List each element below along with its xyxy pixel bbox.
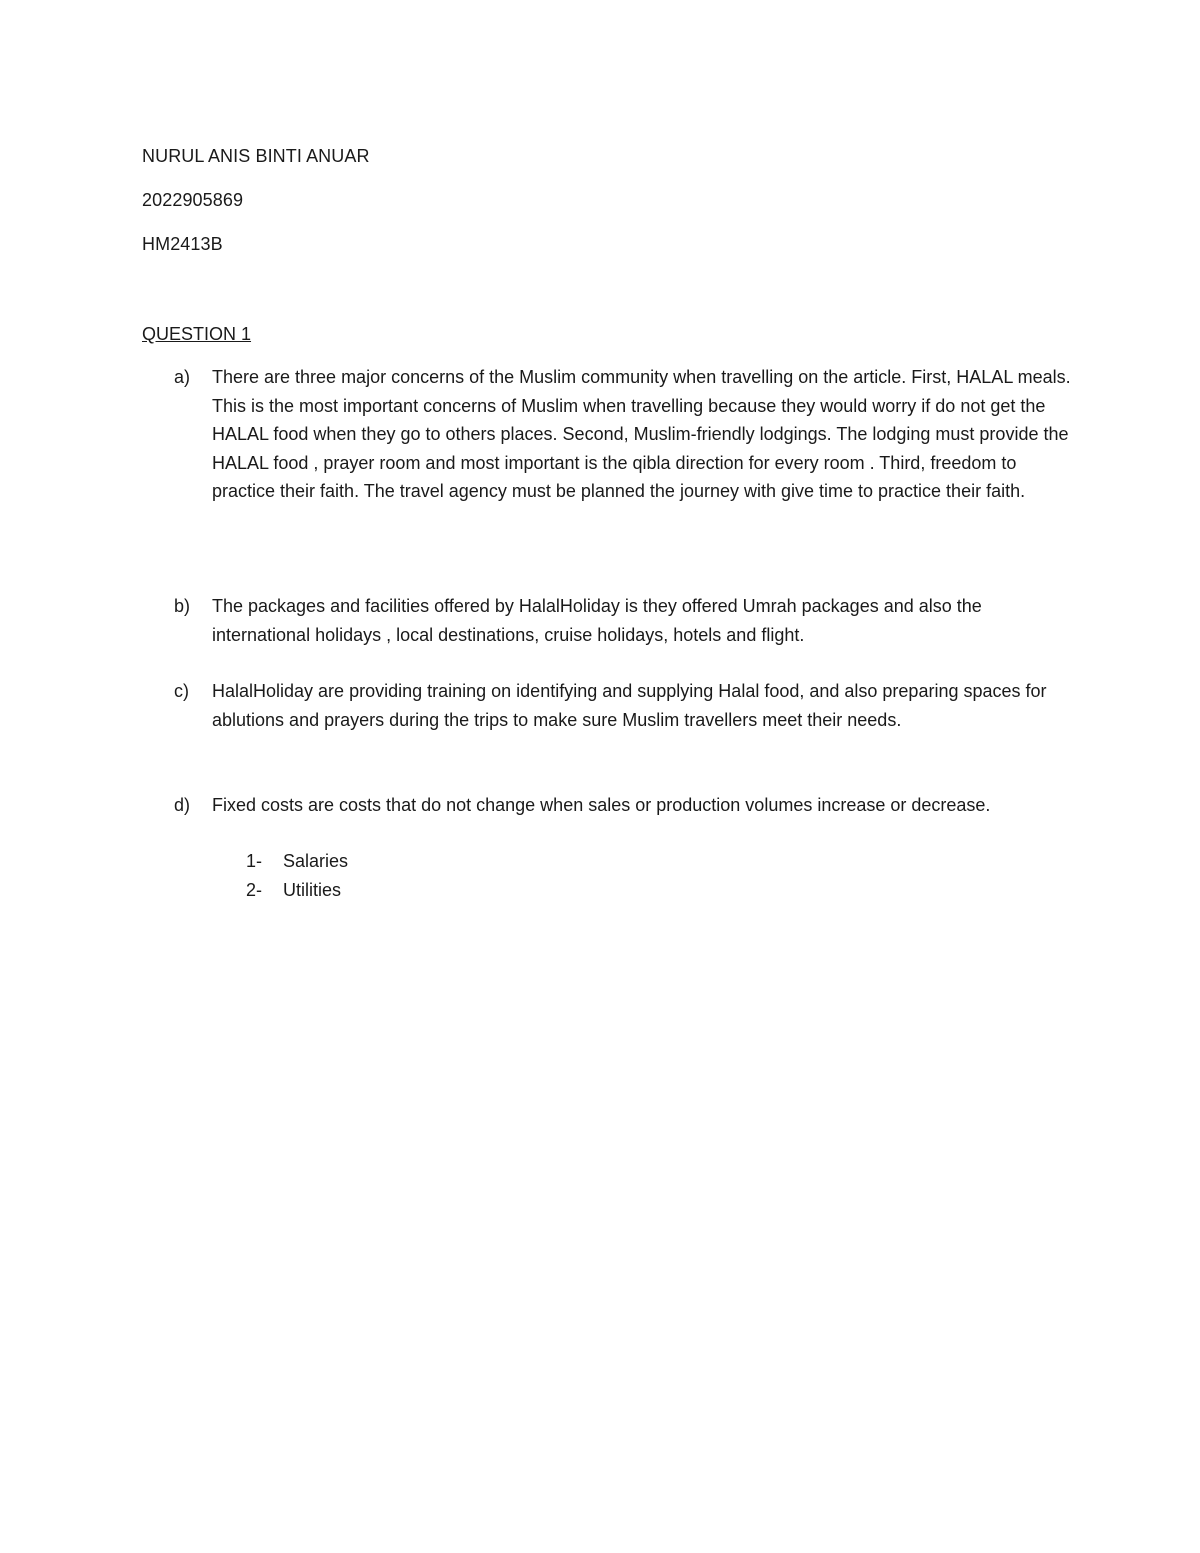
sublist-number: 2-	[246, 880, 263, 900]
sublist-label: Salaries	[283, 851, 349, 871]
answer-text: There are three major concerns of the Muslim community when travelling on the article. First, HALAL meals. This is the most important concerns of Muslim when travelling because they would worry if do not get the HALAL food when they go to others places. Second, Muslim-friendly lodgings. The lodging must provide the HALAL food , prayer room and most important is the qibla direction for every room . Third, freedom to practice their faith. The travel agency must be planned the journey with give time to practice their faith.	[212, 367, 1071, 502]
answer-item-a	[142, 363, 1072, 506]
student-name: NURUL ANIS BINTI ANUAR	[142, 146, 370, 166]
class-code: HM2413B	[142, 234, 223, 254]
answer-marker: d)	[174, 795, 191, 815]
answer-text: The packages and facilities offered by HalalHoliday is they offered Umrah packages and also the international holidays , local destinations, cruise holidays, hotels and flight.	[212, 596, 982, 645]
student-id: 2022905869	[142, 190, 244, 210]
fixed-cost-item-1	[246, 847, 348, 876]
answer-marker: c)	[174, 681, 189, 701]
sublist-label: Utilities	[283, 880, 342, 900]
question-title: QUESTION 1	[142, 324, 252, 344]
answer-marker: b)	[174, 596, 191, 616]
answer-text: Fixed costs are costs that do not change when sales or production volumes increase or decrease.	[212, 795, 991, 815]
answer-text: HalalHoliday are providing training on identifying and supplying Halal food, and also preparing spaces for ablutions and prayers during the trips to make sure Muslim travellers meet their needs.	[212, 681, 1047, 730]
fixed-cost-item-2	[246, 876, 341, 905]
answer-item-c	[142, 677, 1072, 734]
answer-item-b	[142, 592, 1072, 649]
sublist-number: 1-	[246, 851, 263, 871]
answer-item-d	[142, 791, 1072, 820]
answer-marker: a)	[174, 367, 191, 387]
